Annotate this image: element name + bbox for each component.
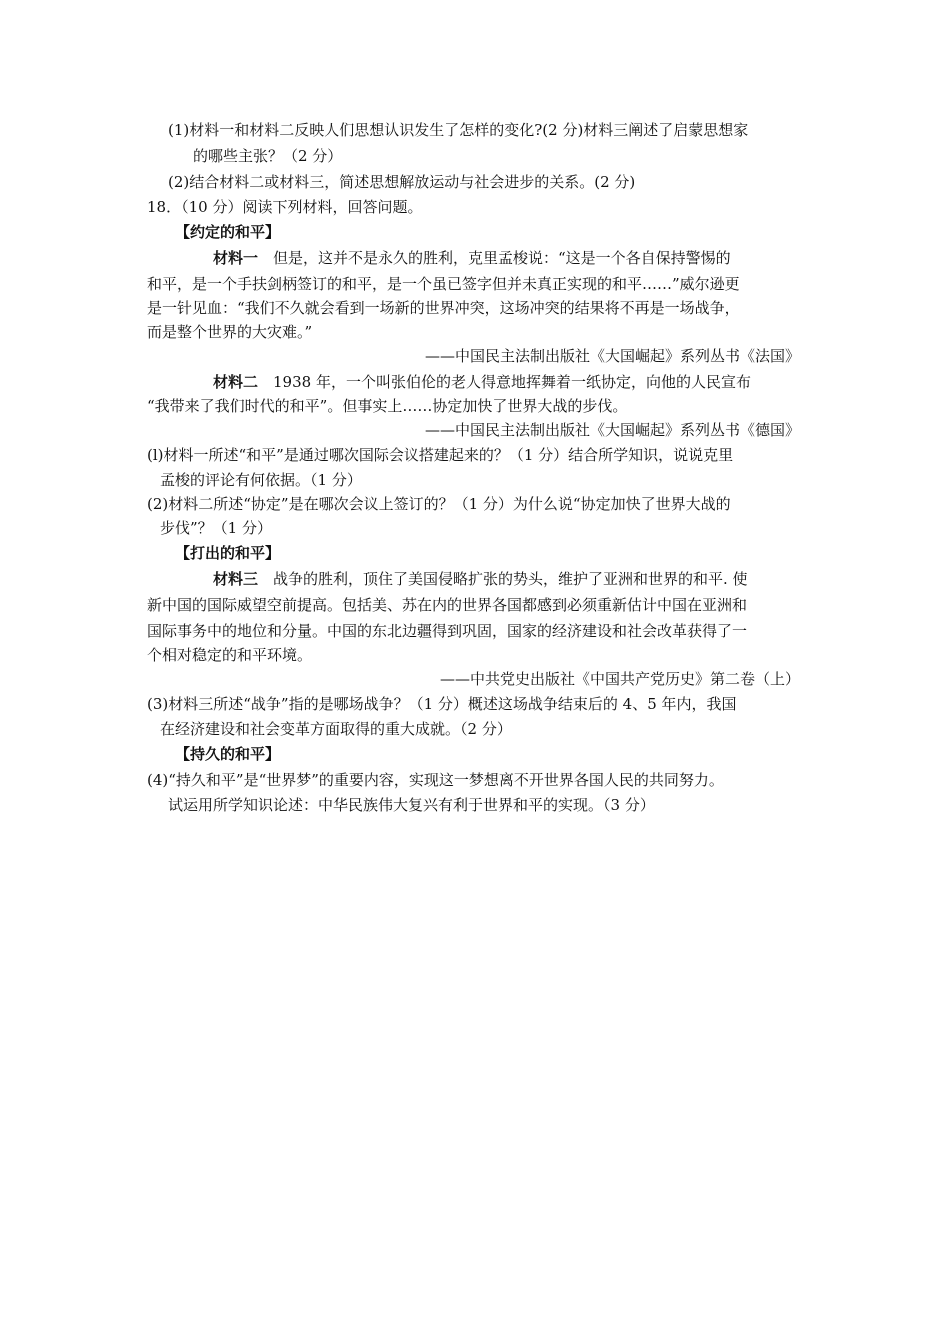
section-heading-fought-peace: 【打出的和平】 <box>175 544 281 562</box>
material-2-line1 <box>213 372 751 396</box>
material-1-line3: 是一针见血：“我们不久就会看到一场新的世界冲突，这场冲突的结果将不再是一场战争， <box>147 299 740 317</box>
material-1-text: 但是，这并不是永久的胜利，克里孟梭说：“这是一个各自保持警惕的 <box>258 249 731 267</box>
q18-1-line1: (l)材料一所述“和平”是通过哪次国际会议搭建起来的？（1 分）结合所学知识，说说克里 <box>147 446 734 464</box>
material-2-label: 材料二 <box>213 373 259 391</box>
q17-1-line1: (1)材料一和材料二反映人们思想认识发生了怎样的变化?(2 分)材料三阐述了启蒙思想家 <box>168 121 749 139</box>
material-1-source: ——中国民主法制出版社《大国崛起》系列丛书《法国》 <box>424 347 800 365</box>
q18-2-line1: (2)材料二所述“协定”是在哪次会议上签订的？（1 分）为什么说“协定加快了世界大战的 <box>147 495 731 513</box>
material-2-source: ——中国民主法制出版社《大国崛起》系列丛书《德国》 <box>424 421 800 439</box>
material-3-label: 材料三 <box>213 570 259 588</box>
material-3-line3: 国际事务中的地位和分量。中国的东北边疆得到巩固，国家的经济建设和社会改革获得了一 <box>147 622 748 640</box>
q18-3-line1: (3)材料三所述“战争”指的是哪场战争？（1 分）概述这场战争结束后的 4、5 年内，我国 <box>147 695 737 713</box>
q17-1-line2: 的哪些主张？（2 分） <box>193 147 343 165</box>
q18-1-line2: 孟梭的评论有何依据。（1 分） <box>160 471 362 489</box>
q17-2-line: (2)结合材料二或材料三，简述思想解放运动与社会进步的关系。(2 分) <box>168 173 636 191</box>
material-3-line2: 新中国的国际威望空前提高。包括美、苏在内的世界各国都感到必须重新估计中国在亚洲和 <box>147 596 748 614</box>
section-heading-agreed-peace: 【约定的和平】 <box>175 223 281 241</box>
material-3-source: ——中共党史出版社《中国共产党历史》第二卷（上） <box>439 670 800 688</box>
material-1-line2: 和平，是一个手扶剑柄签订的和平，是一个虽已签字但并未真正实现的和平……”威尔逊更 <box>147 275 740 293</box>
material-2-line2: “我带来了我们时代的和平”。但事实上……协定加快了世界大战的步伐。 <box>147 397 628 415</box>
material-1-line4: 而是整个世界的大灾难。” <box>147 323 313 341</box>
material-3-line1 <box>213 569 748 593</box>
material-3-line4: 个相对稳定的和平环境。 <box>147 646 313 664</box>
material-1-label: 材料一 <box>213 249 259 267</box>
section-heading-lasting-peace: 【持久的和平】 <box>175 745 281 763</box>
q18-header: 18．（10 分）阅读下列材料，回答问题。 <box>147 198 423 216</box>
q18-4-line1: (4)“持久和平”是“世界梦”的重要内容，实现这一梦想离不开世界各国人民的共同努力。 <box>147 771 724 789</box>
material-3-text: 战争的胜利，顶住了美国侵略扩张的势头，维护了亚洲和世界的和平. 使 <box>258 570 748 588</box>
material-2-text: 1938 年，一个叫张伯伦的老人得意地挥舞着一纸协定，向他的人民宣布 <box>258 373 751 391</box>
q18-2-line2: 步伐”？（1 分） <box>160 519 272 537</box>
q18-3-line2: 在经济建设和社会变革方面取得的重大成就。（2 分） <box>160 720 512 738</box>
q18-4-line2: 试运用所学知识论述：中华民族伟大复兴有利于世界和平的实现。（3 分） <box>168 796 655 814</box>
material-1-line1 <box>213 248 731 272</box>
